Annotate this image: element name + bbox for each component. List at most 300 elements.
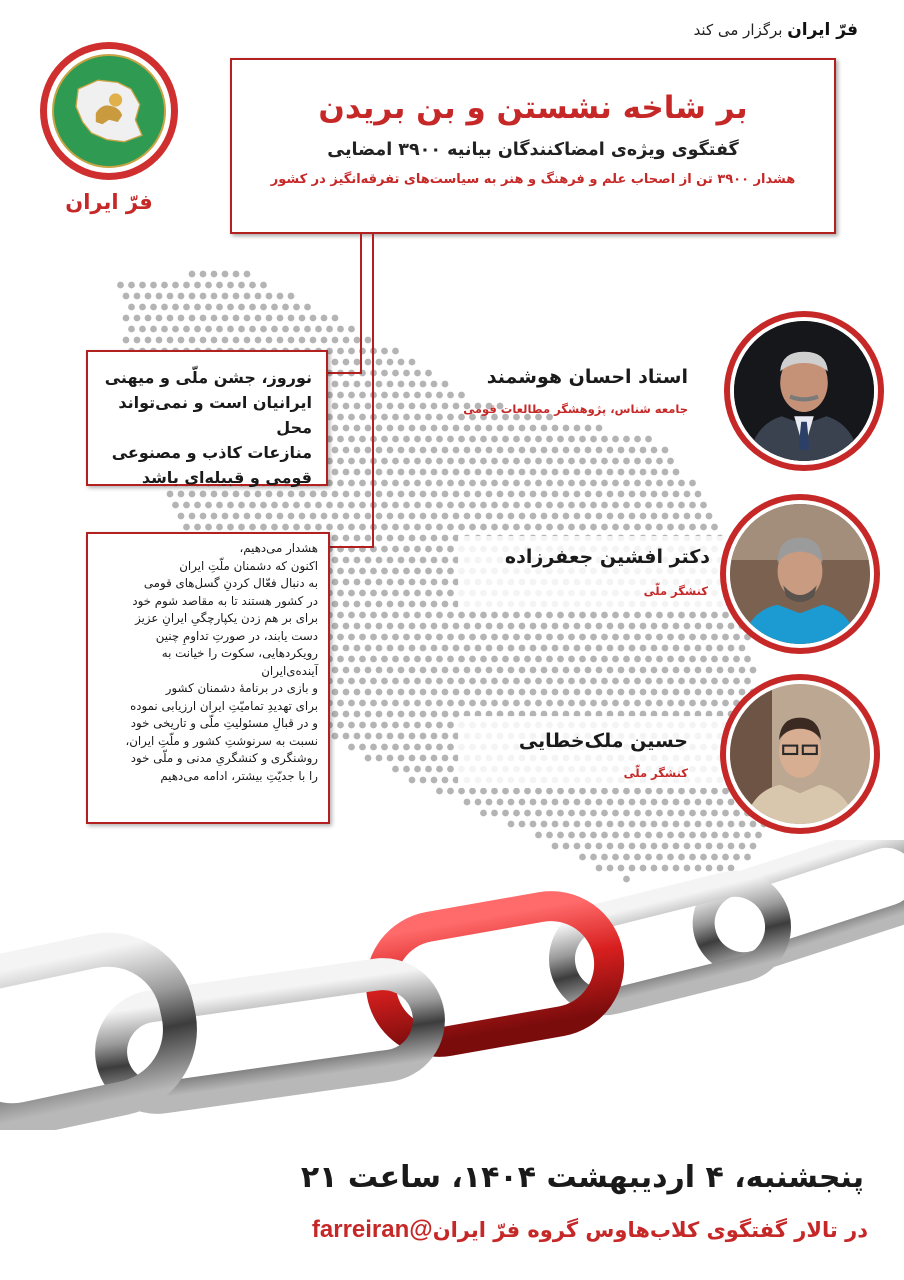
map-dot xyxy=(585,469,592,476)
map-dot xyxy=(508,799,515,806)
map-dot xyxy=(387,733,394,740)
map-dot xyxy=(398,359,405,366)
map-dot xyxy=(442,733,449,740)
statement-line: را با جدیّتِ بیشتر، ادامه می‌دهیم xyxy=(160,768,318,783)
map-dot xyxy=(442,469,449,476)
map-dot xyxy=(502,810,509,817)
map-dot xyxy=(546,634,553,641)
map-dot xyxy=(579,436,586,443)
map-dot xyxy=(744,656,751,663)
event-date-time: پنجشنبه، ۴ اردیبهشت ۱۴۰۴، ساعت ۲۱ xyxy=(300,1160,864,1195)
map-dot xyxy=(244,293,251,300)
map-dot xyxy=(524,612,531,619)
map-dot xyxy=(689,788,696,795)
map-dot xyxy=(458,634,465,641)
map-dot xyxy=(634,656,641,663)
map-dot xyxy=(222,513,229,520)
map-dot xyxy=(502,678,509,685)
map-dot xyxy=(447,546,454,553)
map-dot xyxy=(475,447,482,454)
map-dot xyxy=(568,458,575,465)
map-dot xyxy=(277,315,284,322)
map-dot xyxy=(436,480,443,487)
map-dot xyxy=(645,502,652,509)
map-dot xyxy=(651,491,658,498)
map-dot xyxy=(513,612,520,619)
map-dot xyxy=(354,689,361,696)
map-dot xyxy=(238,502,245,509)
map-dot xyxy=(486,491,493,498)
map-dot xyxy=(442,447,449,454)
map-dot xyxy=(739,645,746,652)
map-dot xyxy=(299,513,306,520)
map-dot xyxy=(673,469,680,476)
map-dot xyxy=(640,513,647,520)
map-dot xyxy=(464,645,471,652)
map-dot xyxy=(662,469,669,476)
map-dot xyxy=(497,491,504,498)
map-dot xyxy=(464,689,471,696)
map-dot xyxy=(337,436,344,443)
map-dot xyxy=(673,799,680,806)
map-dot xyxy=(733,832,740,839)
map-dot xyxy=(546,656,553,663)
map-dot xyxy=(420,711,427,718)
map-dot xyxy=(612,524,619,531)
map-dot xyxy=(365,623,372,630)
map-dot xyxy=(502,634,509,641)
map-dot xyxy=(673,667,680,674)
map-dot xyxy=(684,623,691,630)
map-dot xyxy=(579,656,586,663)
map-dot xyxy=(348,436,355,443)
map-dot xyxy=(255,293,262,300)
map-dot xyxy=(431,425,438,432)
map-dot xyxy=(365,733,372,740)
map-dot xyxy=(524,700,531,707)
map-dot xyxy=(442,645,449,652)
map-dot xyxy=(645,678,652,685)
map-dot xyxy=(354,425,361,432)
map-dot xyxy=(601,678,608,685)
map-dot xyxy=(387,667,394,674)
map-dot xyxy=(392,590,399,597)
map-dot xyxy=(607,469,614,476)
map-dot xyxy=(392,634,399,641)
map-dot xyxy=(546,436,553,443)
map-dot xyxy=(717,645,724,652)
map-dot xyxy=(222,491,229,498)
map-dot xyxy=(475,689,482,696)
map-dot xyxy=(700,678,707,685)
map-dot xyxy=(436,502,443,509)
map-dot xyxy=(546,480,553,487)
map-dot xyxy=(447,744,454,751)
map-dot xyxy=(266,337,273,344)
map-dot xyxy=(700,524,707,531)
map-dot xyxy=(557,436,564,443)
map-dot xyxy=(288,513,295,520)
map-dot xyxy=(365,667,372,674)
map-dot xyxy=(607,667,614,674)
map-dot xyxy=(667,458,674,465)
map-dot xyxy=(530,689,537,696)
map-dot xyxy=(337,612,344,619)
map-dot xyxy=(420,755,427,762)
map-dot xyxy=(381,678,388,685)
map-dot xyxy=(574,447,581,454)
map-dot xyxy=(458,436,465,443)
map-dot xyxy=(255,315,262,322)
speaker-1-avatar xyxy=(724,311,884,471)
map-dot xyxy=(563,447,570,454)
map-dot xyxy=(535,634,542,641)
map-dot xyxy=(568,810,575,817)
map-dot xyxy=(645,480,652,487)
map-dot xyxy=(398,557,405,564)
map-dot xyxy=(392,568,399,575)
map-dot xyxy=(574,491,581,498)
map-dot xyxy=(673,689,680,696)
map-dot xyxy=(491,678,498,685)
map-dot xyxy=(667,480,674,487)
map-dot xyxy=(656,810,663,817)
map-dot xyxy=(612,788,619,795)
map-dot xyxy=(332,469,339,476)
map-dot xyxy=(502,480,509,487)
map-dot xyxy=(651,513,658,520)
map-dot xyxy=(387,513,394,520)
map-dot xyxy=(425,744,432,751)
map-dot xyxy=(618,799,625,806)
map-dot xyxy=(601,788,608,795)
map-dot xyxy=(266,293,273,300)
map-dot xyxy=(623,436,630,443)
map-dot xyxy=(469,458,476,465)
map-dot xyxy=(376,755,383,762)
map-dot xyxy=(387,469,394,476)
map-dot xyxy=(667,832,674,839)
map-dot xyxy=(530,799,537,806)
map-dot xyxy=(337,348,344,355)
map-dot xyxy=(519,513,526,520)
map-dot xyxy=(244,513,251,520)
map-dot xyxy=(436,766,443,773)
map-dot xyxy=(585,799,592,806)
map-dot xyxy=(497,799,504,806)
map-dot xyxy=(216,326,223,333)
map-dot xyxy=(249,326,256,333)
map-dot xyxy=(420,689,427,696)
map-dot xyxy=(546,458,553,465)
map-dot xyxy=(607,645,614,652)
map-dot xyxy=(623,458,630,465)
map-dot xyxy=(227,502,234,509)
map-dot xyxy=(370,568,377,575)
map-dot xyxy=(717,821,724,828)
map-dot xyxy=(733,678,740,685)
map-dot xyxy=(645,634,652,641)
map-dot xyxy=(365,337,372,344)
map-dot xyxy=(717,689,724,696)
map-dot xyxy=(502,656,509,663)
map-dot xyxy=(436,678,443,685)
map-dot xyxy=(596,623,603,630)
map-dot xyxy=(645,436,652,443)
map-dot xyxy=(662,667,669,674)
map-dot xyxy=(354,623,361,630)
map-dot xyxy=(414,678,421,685)
map-dot xyxy=(656,524,663,531)
map-dot xyxy=(447,480,454,487)
map-dot xyxy=(425,524,432,531)
map-dot xyxy=(645,524,652,531)
map-dot xyxy=(508,667,515,674)
map-dot xyxy=(376,645,383,652)
map-dot xyxy=(618,469,625,476)
map-dot xyxy=(420,513,427,520)
map-dot xyxy=(403,656,410,663)
map-dot xyxy=(458,524,465,531)
map-dot xyxy=(431,403,438,410)
map-dot xyxy=(343,513,350,520)
map-dot xyxy=(524,458,531,465)
map-dot xyxy=(227,282,234,289)
map-dot xyxy=(277,513,284,520)
map-dot xyxy=(145,315,152,322)
map-dot xyxy=(304,502,311,509)
map-dot xyxy=(431,711,438,718)
map-dot xyxy=(497,425,504,432)
map-dot xyxy=(469,634,476,641)
map-dot xyxy=(310,491,317,498)
map-dot xyxy=(585,689,592,696)
map-dot xyxy=(585,425,592,432)
map-dot xyxy=(354,645,361,652)
connector-line xyxy=(360,234,362,374)
map-dot xyxy=(134,315,141,322)
map-dot xyxy=(667,700,674,707)
map-dot xyxy=(403,436,410,443)
map-dot xyxy=(579,524,586,531)
map-dot xyxy=(590,656,597,663)
map-dot xyxy=(381,546,388,553)
map-dot xyxy=(491,502,498,509)
map-dot xyxy=(343,447,350,454)
speaker-3-name: حسین ملک‌خطایی xyxy=(518,730,688,752)
map-dot xyxy=(623,810,630,817)
map-dot xyxy=(365,425,372,432)
map-dot xyxy=(684,821,691,828)
map-dot xyxy=(189,271,196,278)
map-dot xyxy=(343,667,350,674)
map-dot xyxy=(150,282,157,289)
map-dot xyxy=(563,667,570,674)
map-dot xyxy=(403,678,410,685)
map-dot xyxy=(491,480,498,487)
speaker-1-role: جامعه شناس، پژوهشگر مطالعات قومی xyxy=(463,402,688,416)
map-dot xyxy=(431,645,438,652)
map-dot xyxy=(458,700,465,707)
map-dot xyxy=(376,381,383,388)
map-dot xyxy=(623,524,630,531)
map-dot xyxy=(447,700,454,707)
map-dot xyxy=(145,337,152,344)
map-dot xyxy=(634,480,641,487)
map-dot xyxy=(139,304,146,311)
map-dot xyxy=(563,513,570,520)
map-dot xyxy=(211,513,218,520)
map-dot xyxy=(612,678,619,685)
map-dot xyxy=(348,524,355,531)
map-dot xyxy=(392,502,399,509)
map-dot xyxy=(684,513,691,520)
map-dot xyxy=(596,645,603,652)
map-dot xyxy=(673,513,680,520)
map-dot xyxy=(546,524,553,531)
map-dot xyxy=(585,623,592,630)
map-dot xyxy=(376,359,383,366)
map-dot xyxy=(167,315,174,322)
map-dot xyxy=(755,832,762,839)
map-dot xyxy=(227,304,234,311)
statement-box xyxy=(86,532,330,824)
map-dot xyxy=(634,502,641,509)
page-subtitle: گفتگوی ویژه‌ی امضاکنندگان بیانیه ۳۹۰۰ امضایی xyxy=(327,140,739,160)
map-dot xyxy=(365,755,372,762)
map-dot xyxy=(293,326,300,333)
map-dot xyxy=(304,524,311,531)
map-dot xyxy=(546,612,553,619)
map-dot xyxy=(590,810,597,817)
map-dot xyxy=(145,293,152,300)
map-dot xyxy=(381,414,388,421)
map-dot xyxy=(354,601,361,608)
map-dot xyxy=(546,832,553,839)
map-dot xyxy=(392,458,399,465)
map-dot xyxy=(409,535,416,542)
map-dot xyxy=(359,634,366,641)
map-dot xyxy=(711,656,718,663)
map-dot xyxy=(387,711,394,718)
map-dot xyxy=(667,524,674,531)
map-dot xyxy=(299,491,306,498)
map-dot xyxy=(414,502,421,509)
map-dot xyxy=(711,700,718,707)
map-dot xyxy=(365,513,372,520)
map-dot xyxy=(733,810,740,817)
map-dot xyxy=(486,469,493,476)
map-dot xyxy=(590,832,597,839)
map-dot xyxy=(618,645,625,652)
map-dot xyxy=(436,612,443,619)
map-dot xyxy=(425,436,432,443)
map-dot xyxy=(629,447,636,454)
map-dot xyxy=(332,689,339,696)
map-dot xyxy=(348,326,355,333)
title-box xyxy=(230,58,836,234)
map-dot xyxy=(568,612,575,619)
map-dot xyxy=(414,458,421,465)
map-dot xyxy=(612,480,619,487)
map-dot xyxy=(612,436,619,443)
map-dot xyxy=(420,645,427,652)
map-dot xyxy=(354,381,361,388)
map-dot xyxy=(387,491,394,498)
map-dot xyxy=(563,645,570,652)
map-dot xyxy=(321,337,328,344)
map-dot xyxy=(508,513,515,520)
map-dot xyxy=(238,524,245,531)
map-dot xyxy=(392,744,399,751)
map-dot xyxy=(645,788,652,795)
map-dot xyxy=(431,601,438,608)
map-dot xyxy=(508,447,515,454)
map-dot xyxy=(645,700,652,707)
map-dot xyxy=(590,612,597,619)
map-dot xyxy=(618,513,625,520)
map-dot xyxy=(513,656,520,663)
map-dot xyxy=(249,502,256,509)
map-dot xyxy=(513,788,520,795)
map-dot xyxy=(233,491,240,498)
map-dot xyxy=(568,480,575,487)
map-dot xyxy=(469,436,476,443)
map-dot xyxy=(266,513,273,520)
map-dot xyxy=(695,667,702,674)
map-dot xyxy=(260,326,267,333)
quote-line: قومی و قبیله‌ای باشد xyxy=(141,468,312,487)
map-dot xyxy=(689,832,696,839)
map-dot xyxy=(535,832,542,839)
map-dot xyxy=(497,667,504,674)
quote-line: منازعات کاذب و مصنوعی xyxy=(111,443,312,462)
map-dot xyxy=(282,326,289,333)
map-dot xyxy=(332,425,339,432)
map-dot xyxy=(458,656,465,663)
map-dot xyxy=(519,799,526,806)
map-dot xyxy=(260,524,267,531)
map-dot xyxy=(453,403,460,410)
map-dot xyxy=(629,689,636,696)
map-dot xyxy=(480,788,487,795)
map-dot xyxy=(623,832,630,839)
map-dot xyxy=(579,700,586,707)
map-dot xyxy=(409,689,416,696)
map-dot xyxy=(530,821,537,828)
map-dot xyxy=(480,502,487,509)
map-dot xyxy=(618,491,625,498)
map-dot xyxy=(359,524,366,531)
map-dot xyxy=(491,700,498,707)
map-dot xyxy=(612,634,619,641)
map-dot xyxy=(700,656,707,663)
map-dot xyxy=(706,689,713,696)
map-dot xyxy=(381,612,388,619)
map-dot xyxy=(348,392,355,399)
map-dot xyxy=(552,667,559,674)
map-dot xyxy=(447,502,454,509)
map-dot xyxy=(403,722,410,729)
map-dot xyxy=(343,337,350,344)
map-dot xyxy=(414,590,421,597)
map-dot xyxy=(524,656,531,663)
map-dot xyxy=(590,502,597,509)
map-dot xyxy=(469,700,476,707)
map-dot xyxy=(381,370,388,377)
farreiran-logo xyxy=(40,42,178,180)
map-dot xyxy=(541,469,548,476)
